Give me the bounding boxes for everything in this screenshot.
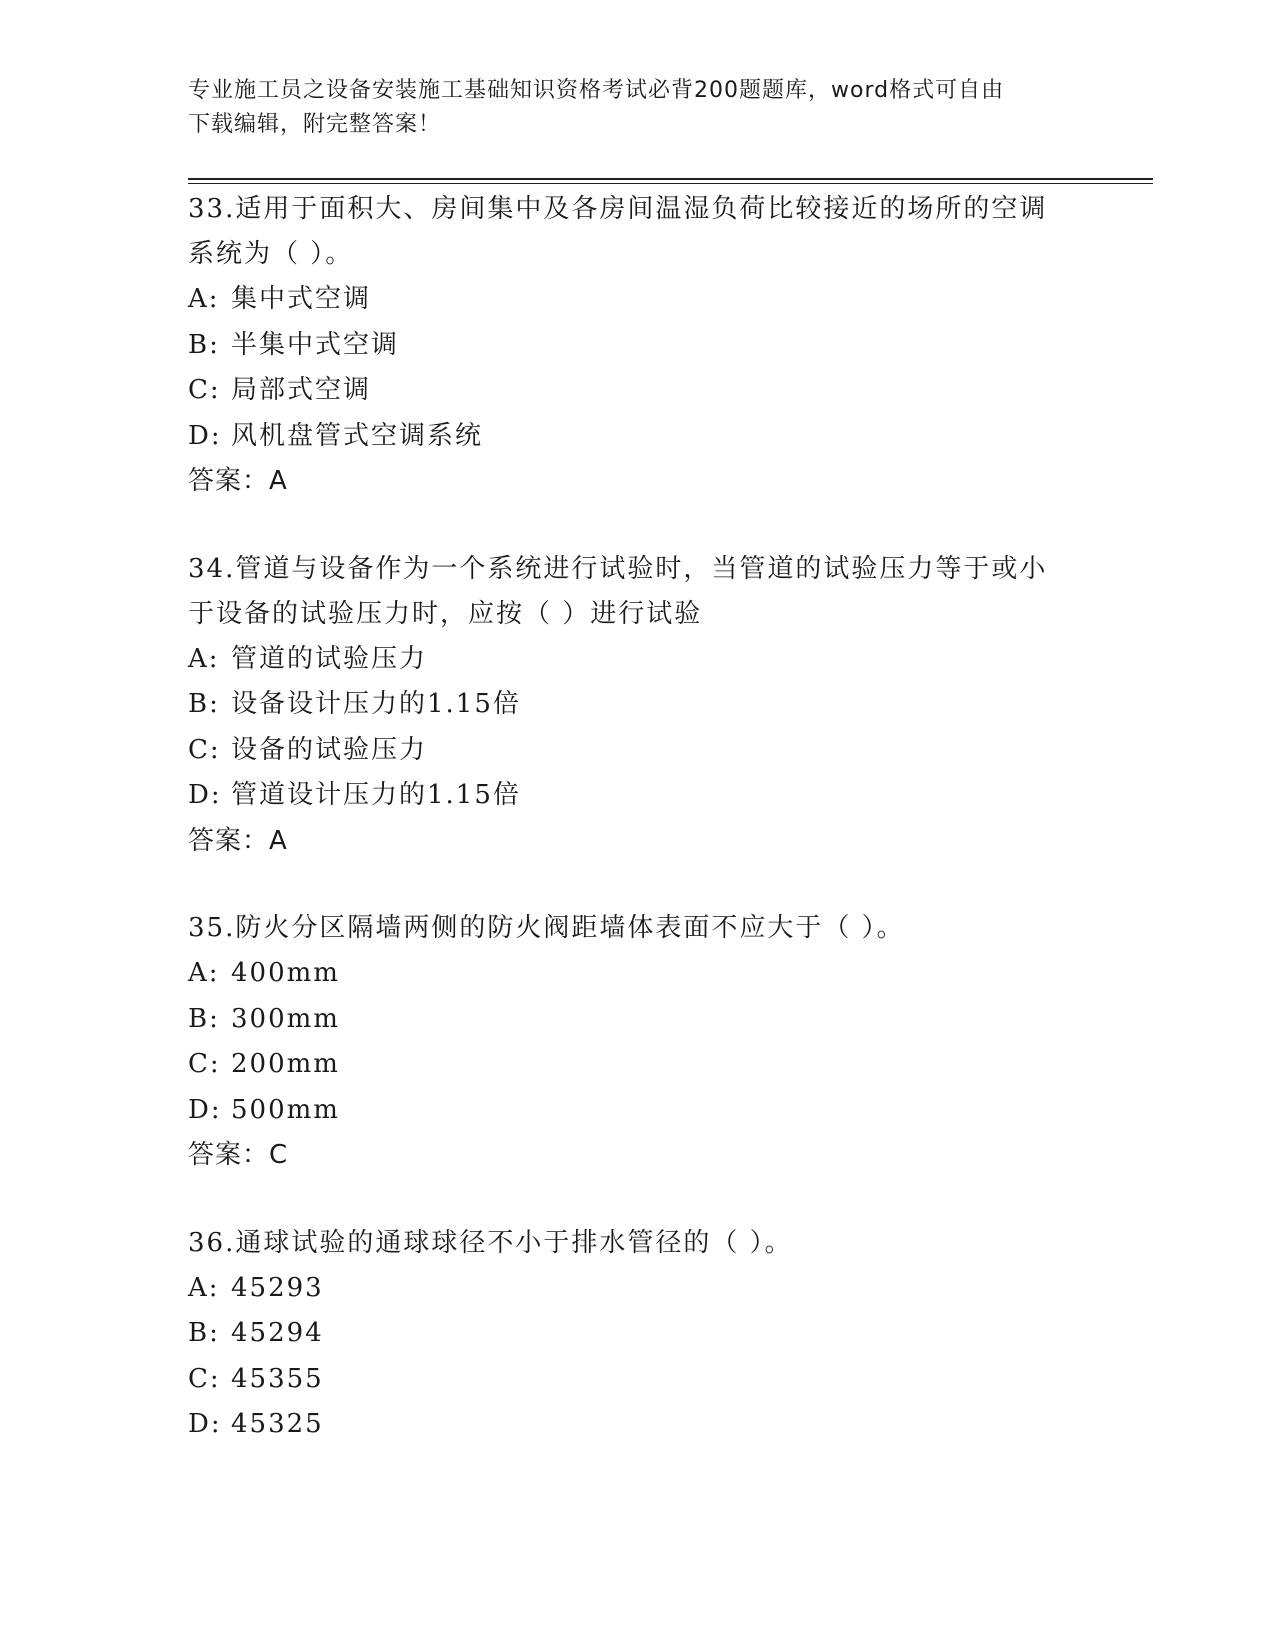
option-text: 局部式空调 xyxy=(231,375,372,405)
option-letter: B: xyxy=(188,1318,220,1348)
option-text: 管道的试验压力 xyxy=(231,643,428,674)
option-text: 45355 xyxy=(231,1363,324,1394)
option-text: 45293 xyxy=(231,1272,324,1303)
header-divider-thin xyxy=(188,183,1153,184)
option-b xyxy=(188,1311,1088,1357)
question-list xyxy=(188,187,1088,1490)
answer-line: 答案：A xyxy=(188,466,288,496)
option-text: 设备的试验压力 xyxy=(231,734,428,765)
question-stem-continued: 于设备的试验压力时，应按（ ）进行试验 xyxy=(188,598,703,629)
option-b xyxy=(188,997,1088,1043)
option-letter: A: xyxy=(188,284,220,314)
header-title-line-1: 专业施工员之设备安装施工基础知识资格考试必背200题题库，word格式可自由 xyxy=(188,78,1005,103)
option-b xyxy=(188,682,1088,728)
option-text: 45325 xyxy=(231,1409,324,1439)
question-33 xyxy=(188,187,1088,505)
option-letter: B: xyxy=(188,1003,220,1034)
question-stem: 33.适用于面积大、房间集中及各房间温湿负荷比较接近的场所的空调 xyxy=(188,194,1048,224)
header-title-line-2: 下载编辑，附完整答案！ xyxy=(188,112,442,137)
option-letter: D: xyxy=(188,420,222,451)
question-36 xyxy=(188,1221,1088,1448)
option-text: 集中式空调 xyxy=(231,284,372,314)
option-letter: D: xyxy=(188,1094,222,1125)
question-35 xyxy=(188,906,1088,1179)
option-letter: A: xyxy=(188,958,220,988)
option-a xyxy=(188,951,1088,997)
question-stem-continued: 系统为（ ）。 xyxy=(188,239,354,269)
option-c xyxy=(188,1357,1088,1403)
option-letter: D: xyxy=(188,1409,222,1439)
option-d xyxy=(188,1088,1088,1134)
question-34 xyxy=(188,547,1088,865)
option-letter: B: xyxy=(188,689,220,719)
option-c xyxy=(188,728,1088,774)
option-letter: A: xyxy=(188,1272,220,1303)
option-letter: A: xyxy=(188,643,220,674)
option-text: 500mm xyxy=(231,1094,340,1125)
option-text: 风机盘管式空调系统 xyxy=(231,420,484,451)
option-a xyxy=(188,1266,1088,1312)
answer-line: 答案：A xyxy=(188,825,288,856)
option-a xyxy=(188,637,1088,683)
option-b xyxy=(188,323,1088,369)
option-letter: C: xyxy=(188,1363,221,1394)
answer-line: 答案：C xyxy=(188,1140,289,1170)
option-d xyxy=(188,414,1088,460)
option-a xyxy=(188,277,1088,323)
option-letter: D: xyxy=(188,780,222,810)
document-header xyxy=(188,74,1068,142)
question-stem: 36.通球试验的通球球径不小于排水管径的（ ）。 xyxy=(188,1227,793,1258)
option-c xyxy=(188,1042,1088,1088)
option-text: 设备设计压力的1.15倍 xyxy=(231,689,521,719)
option-text: 300mm xyxy=(231,1003,340,1034)
option-letter: C: xyxy=(188,1049,221,1079)
question-stem: 35.防火分区隔墙两侧的防火阀距墙体表面不应大于（ ）。 xyxy=(188,913,905,943)
option-letter: C: xyxy=(188,734,221,765)
option-d xyxy=(188,773,1088,819)
option-text: 管道设计压力的1.15倍 xyxy=(231,780,521,810)
question-stem: 34.管道与设备作为一个系统进行试验时，当管道的试验压力等于或小 xyxy=(188,553,1048,584)
option-d xyxy=(188,1402,1088,1448)
option-letter: B: xyxy=(188,329,220,360)
option-text: 400mm xyxy=(231,958,340,988)
option-c xyxy=(188,368,1088,414)
option-text: 半集中式空调 xyxy=(231,329,400,360)
option-text: 200mm xyxy=(231,1049,340,1079)
option-letter: C: xyxy=(188,375,221,405)
header-divider-thick xyxy=(188,178,1153,180)
option-text: 45294 xyxy=(231,1318,324,1348)
